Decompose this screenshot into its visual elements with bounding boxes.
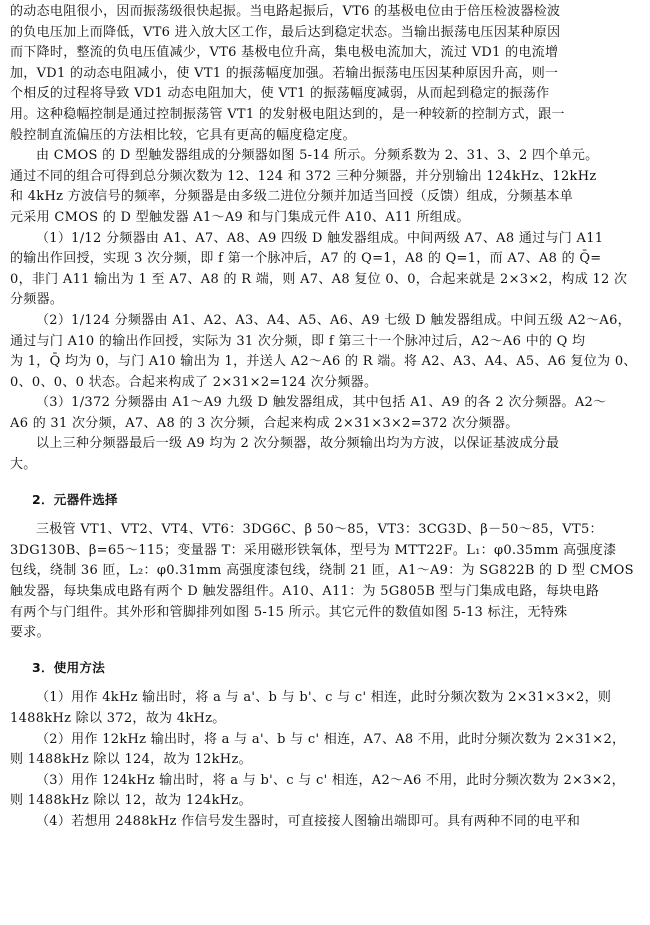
text-line: 要求。 xyxy=(10,625,50,641)
text-line: A6 的 31 次分频，A7、A8 的 3 次分频，合起来构成 2×31×3×2=372 次分频器。 xyxy=(10,415,519,431)
usage-item-3 xyxy=(10,771,638,812)
divider-paragraph xyxy=(10,146,638,228)
text-line: 元采用 CMOS 的 D 型触发器 A1～A9 和与门集成元件 A10、A11 所组成。 xyxy=(10,209,470,225)
text-line: 的动态电阻很小，因而振荡级很快起振。当电路起振后，VT6 的基极电位由于倍压检波器检波 xyxy=(10,4,561,19)
components-paragraph xyxy=(10,520,638,644)
text-line: 包线，绕制 36 匝，L₂：φ0.31mm 高强度漆包线，绕制 21 匝，A1～A9：为 SG822B 的 D 型 CMOS xyxy=(10,563,634,579)
text-line: 则 1488kHz 除以 124，故为 12kHz。 xyxy=(10,752,252,768)
text-line: （2）1/124 分频器由 A1、A2、A3、A4、A5、A6、A9 七级 D 触发器组成。中间五级 A2～A6， xyxy=(36,312,631,328)
item-1-paragraph xyxy=(10,229,638,311)
text-line: 的负电压加上而降低，VT6 进入放大区工作，最后达到稳定状态。当输出振荡电压因某种原因 xyxy=(10,24,561,40)
text-line: 个相反的过程将导致 VD1 动态电阻加大，使 VT1 的振荡幅度减弱，从而起到稳定的振荡作 xyxy=(10,86,550,102)
text-line: 有两个与门组件。其外形和管脚排列如图 5-15 所示。其它元件的数值如图 5-13 标注，无特殊 xyxy=(10,604,568,620)
text-line: （4）若想用 2488kHz 作信号发生器时，可直接接人图输出端即可。具有两种不同的电平和 xyxy=(36,813,581,829)
text-line: （1）用作 4kHz 输出时，将 a 与 a'、b 与 b'、c 与 c' 相连，此时分频次数为 2×31×3×2，则 xyxy=(36,690,612,706)
text-line: 3DG130B、β=65～115；变量器 T：采用磁形铁氧体，型号为 MTT22F。L₁：φ0.35mm 高强度漆 xyxy=(10,542,617,558)
text-line: 三极管 VT1、VT2、VT4、VT6：3DG6C、β 50～85，VT3：3CG3D、β－50～85，VT5： xyxy=(36,522,603,538)
usage-item-2 xyxy=(10,730,638,771)
text-line: 为 1，Q̄ 均为 0，与门 A10 输出为 1，并送人 A2～A6 的 R 端。将 A2、A3、A4、A5、A6 复位为 0、 xyxy=(10,354,637,370)
item-3-paragraph xyxy=(10,393,638,434)
text-line: 触发器，每块集成电路有两个 D 触发器组件。A10、A11：为 5G805B 型与门集成电路，每块电路 xyxy=(10,584,600,600)
text-line: 由 CMOS 的 D 型触发器组成的分频器如图 5-14 所示。分频系数为 2、31、3、2 四个单元。 xyxy=(36,148,599,164)
text-line: 分频器。 xyxy=(10,292,64,308)
text-line: 般控制直流偏压的方法相比较，它具有更高的幅度稳定度。 xyxy=(10,127,356,143)
text-line: （3）用作 124kHz 输出时，将 a 与 b'、c 与 c' 相连，A2～A6 不用，此时分频次数为 2×3×2， xyxy=(36,772,625,788)
summary-paragraph xyxy=(10,434,638,475)
text-line: 以上三种分频器最后一级 A9 均为 2 次分频器，故分频输出均为方波，以保证基波成分最 xyxy=(36,436,560,452)
text-line: 0、0、0、0 状态。合起来构成了 2×31×2=124 次分频器。 xyxy=(10,374,378,390)
text-line: 则 1488kHz 除以 12，故为 124kHz。 xyxy=(10,793,252,809)
item-2-paragraph xyxy=(10,311,638,393)
spacer xyxy=(10,678,638,688)
text-line: 的输出作回授，实现 3 次分频，即 f 第一个脉冲后，A7 的 Q=1，A8 的 Q=1，而 A7、A8 的 Q̄= xyxy=(10,251,602,267)
spacer xyxy=(10,510,638,520)
usage-item-1 xyxy=(10,688,638,729)
text-line: （1）1/12 分频器由 A1、A7、A8、A9 四级 D 触发器组成。中间两级 A7、A8 通过与门 A11 xyxy=(36,230,604,246)
text-line: 和 4kHz 方波信号的频率，分频器是由多级二进位分频并加适当回授（反馈）组成，分频基本单 xyxy=(10,189,574,205)
text-line: 而下降时，整流的负电压值减少，VT6 基极电位升高，集电极电流加大，流过 VD1 的电流增 xyxy=(10,45,559,61)
spacer xyxy=(10,644,638,658)
text-line: （3）1/372 分频器由 A1～A9 九级 D 触发器组成，其中包括 A1、A9 的各 2 次分频器。A2～ xyxy=(36,395,607,411)
text-line: 大。 xyxy=(10,457,37,473)
text-line: 1488kHz 除以 372，故为 4kHz。 xyxy=(10,711,226,726)
text-line: 通过不同的组合可得到总分频次数为 12、124 和 372 三种分频器，并分别输出 124kHz、12kHz xyxy=(10,168,597,184)
intro-paragraph xyxy=(10,2,638,146)
text-line: 通过与门 A10 的输出作回授，实际为 31 次分频，即 f 第三十一个脉冲过后，A2～A6 中的 Q 均 xyxy=(10,333,586,349)
section-2-heading: 2．元器件选择 xyxy=(32,491,118,507)
text-line: 用。这种稳幅控制是通过控制振荡管 VT1 的发射极电阻达到的，是一种较新的控制方式，跟一 xyxy=(10,106,565,122)
text-line: （2）用作 12kHz 输出时，将 a 与 a'、b 与 c' 相连，A7、A8 不用，此时分频次数为 2×31×2， xyxy=(36,731,626,747)
text-line: 加，VD1 的动态电阻减小，使 VT1 的振荡幅度加强。若输出振荡电压因某种原因升高，则一 xyxy=(10,65,559,81)
section-3-heading: 3．使用方法 xyxy=(32,659,105,675)
spacer xyxy=(10,476,638,490)
usage-item-4 xyxy=(10,812,638,833)
text-line: 0，非门 A11 输出为 1 至 A7、A8 的 R 端，则 A7、A8 复位 0、0，合起来就是 2×3×2，构成 12 次 xyxy=(10,271,628,287)
